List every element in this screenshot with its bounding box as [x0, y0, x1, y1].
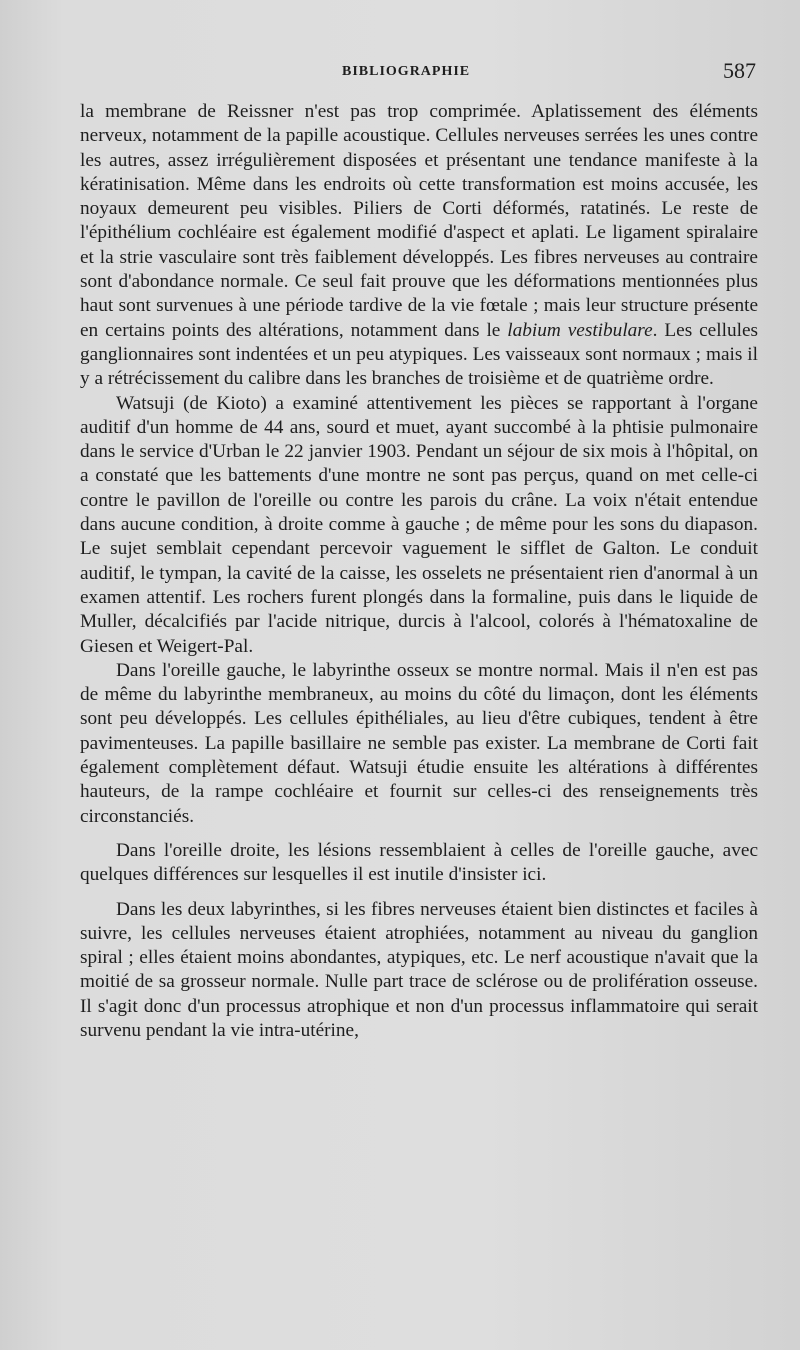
page-number: 587	[723, 58, 756, 83]
body-text	[80, 100, 758, 1043]
running-title: BIBLIOGRAPHIE	[342, 64, 471, 79]
paragraph-5: Dans les deux labyrinthes, si les fibres nerveuses étaient bien distinctes et faciles à suivre, les cellules nerveuses étaient atrophiées, notamment au niveau du ganglion spiral ; elles étaient moins abondantes, atypiques, etc. Le nerf acoustique n'avait que la moitié de sa grosseur normale. Nulle part trace de sclérose ou de prolifération osseuse. Il s'agit donc d'un processus atrophique et non d'un processus inflammatoire qui serait survenu pendant la vie intra-utérine,	[80, 898, 758, 1041]
paragraph-4: Dans l'oreille droite, les lésions ressemblaient à celles de l'oreille gauche, avec quelques différences sur lesquelles il est inutile d'insister ici.	[80, 839, 758, 886]
paragraph-3: Dans l'oreille gauche, le labyrinthe osseux se montre normal. Mais il n'en est pas de même du labyrinthe membraneux, au moins du côté du limaçon, dont les éléments sont peu développés. Les cellules épithéliales, au lieu d'être cubiques, tendent à être pavimenteuses. La papille basillaire ne semble pas exister. La membrane de Corti fait également complètement défaut. Watsuji étudie ensuite les altérations à différentes hauteurs, de la rampe cochléaire et fournit sur celles-ci des renseignements très circonstanciés.	[80, 659, 758, 827]
paragraph-1-end: . Les cellules ganglionnaires sont indentées et un peu atypiques. Les vaisseaux sont normaux ; mais il y a rétrécissement du calibre dans les branches de troisième et de quatrième ordre.	[80, 319, 759, 390]
italic-term: labium vestibulare	[507, 319, 653, 341]
page-header	[0, 58, 800, 88]
paragraph-1-start: la membrane de Reissner n'est pas trop comprimée. Aplatissement des éléments nerveux, notamment de la papille acoustique. Cellules nerveuses serrées les unes contre les autres, assez irrégulièrement disposées et présentant une tendance manifeste à la kératinisation. Même dans les endroits où cette transformation est moins accusée, les noyaux demeurent peu visibles. Piliers de Corti déformés, ratatinés. Le reste de l'épithélium cochléaire est également modifié d'aspect et aplati. Le ligament spiralaire et la strie vasculaire sont très faiblement développés. Les fibres nerveuses au contraire sont d'abondance normale. Ce seul fait prouve que les déformations mentionnées plus haut sont survenues à une période tardive de la vie fœtale ; mais leur structure présente en certains points des altérations, notamment dans le	[80, 101, 758, 341]
paragraph-2: Watsuji (de Kioto) a examiné attentivement les pièces se rapportant à l'organe auditif d'un homme de 44 ans, sourd et muet, ayant succombé à la phtisie pulmonaire dans le service d'Urban le 22 janvier 1903. Pendant un séjour de six mois à l'hôpital, on a constaté que les battements d'une montre ne sont pas perçus, quand on met celle-ci contre le pavillon de l'oreille ou contre les parois du crâne. La voix n'était entendue dans aucune condition, à droite comme à gauche ; de même pour les sons du diapason. Le sujet semblait cependant percevoir vaguement le sifflet de Galton. Le conduit auditif, le tympan, la cavité de la caisse, les osselets ne présentaient rien d'anormal à un examen attentif. Les rochers furent plongés dans la formaline, puis dans le liquide de Muller, décalcifiés par l'acide nitrique, durcis à l'alcool, colorés à l'hématoxaline de Giesen et Weigert-Pal.	[80, 392, 758, 657]
paragraph-1	[80, 100, 758, 392]
